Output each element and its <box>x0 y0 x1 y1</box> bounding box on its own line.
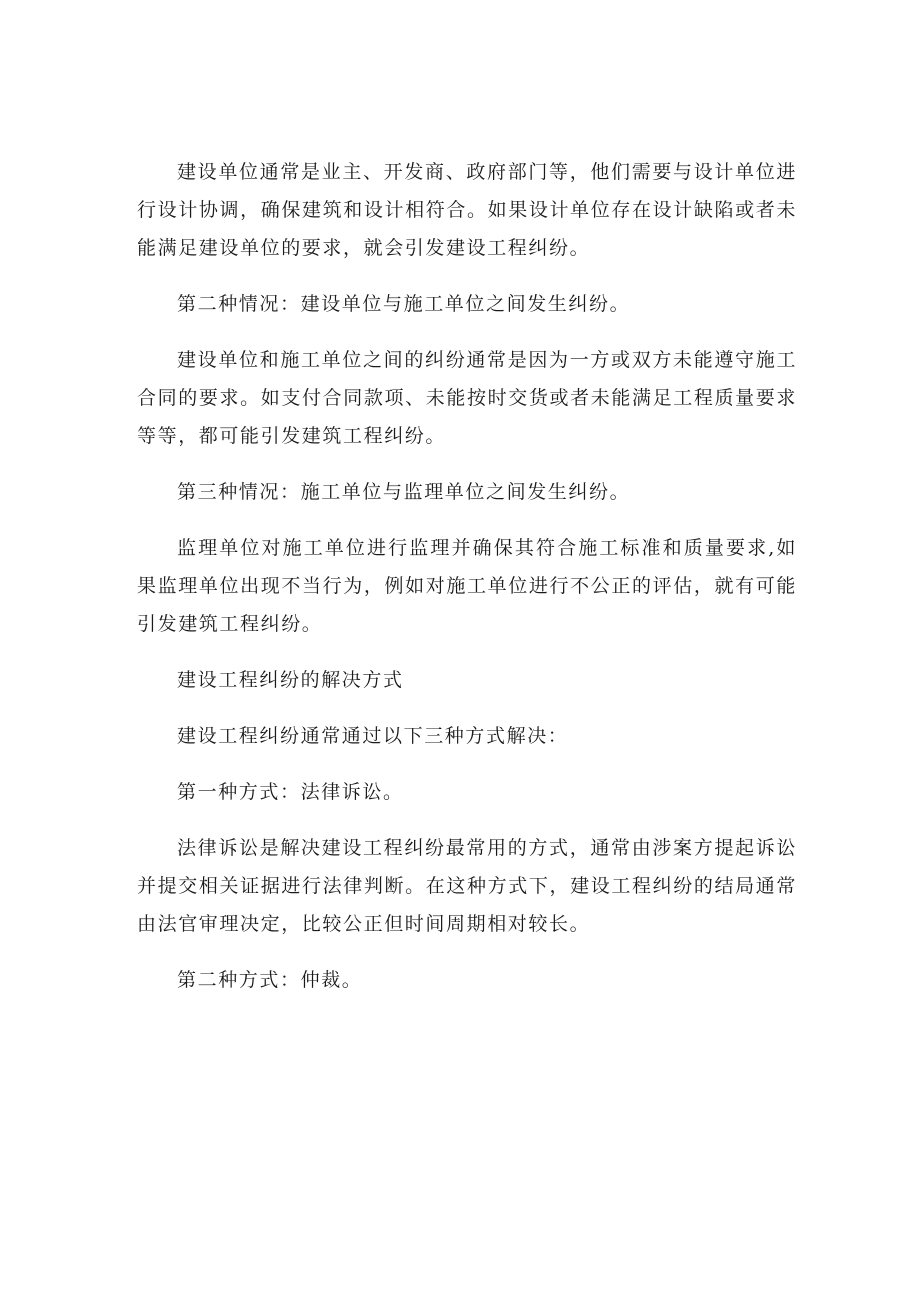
document-body <box>137 153 797 1017</box>
paragraph-10: 第二种方式：仲裁。 <box>177 969 363 991</box>
paragraph-4: 第三种情况：施工单位与监理单位之间发生纠纷。 <box>177 481 631 503</box>
paragraph-7: 建设工程纠纷通常通过以下三种方式解决： <box>177 725 569 747</box>
section-heading: 建设工程纠纷的解决方式 <box>177 669 404 691</box>
paragraph-5: 监理单位对施工单位进行监理并确保其符合施工标准和质量要求,如果监理单位出现不当行为，例如对施工单位进行不公正的评估，就有可能引发建筑工程纠纷。 <box>137 537 797 635</box>
paragraph-1: 建设单位通常是业主、开发商、政府部门等，他们需要与设计单位进行设计协调，确保建筑和设计相符合。如果设计单位存在设计缺陷或者未能满足建设单位的要求，就会引发建设工程纠纷。 <box>137 161 797 259</box>
paragraph-9: 法律诉讼是解决建设工程纠纷最常用的方式，通常由涉案方提起诉讼并提交相关证据进行法律判断。在这种方式下，建设工程纠纷的结局通常由法官审理决定，比较公正但时间周期相对较长。 <box>137 837 797 935</box>
paragraph-3: 建设单位和施工单位之间的纠纷通常是因为一方或双方未能遵守施工合同的要求。如支付合同款项、未能按时交货或者未能满足工程质量要求等等，都可能引发建筑工程纠纷。 <box>137 349 797 447</box>
paragraph-2: 第二种情况：建设单位与施工单位之间发生纠纷。 <box>177 293 631 315</box>
paragraph-8: 第一种方式：法律诉讼。 <box>177 781 404 803</box>
